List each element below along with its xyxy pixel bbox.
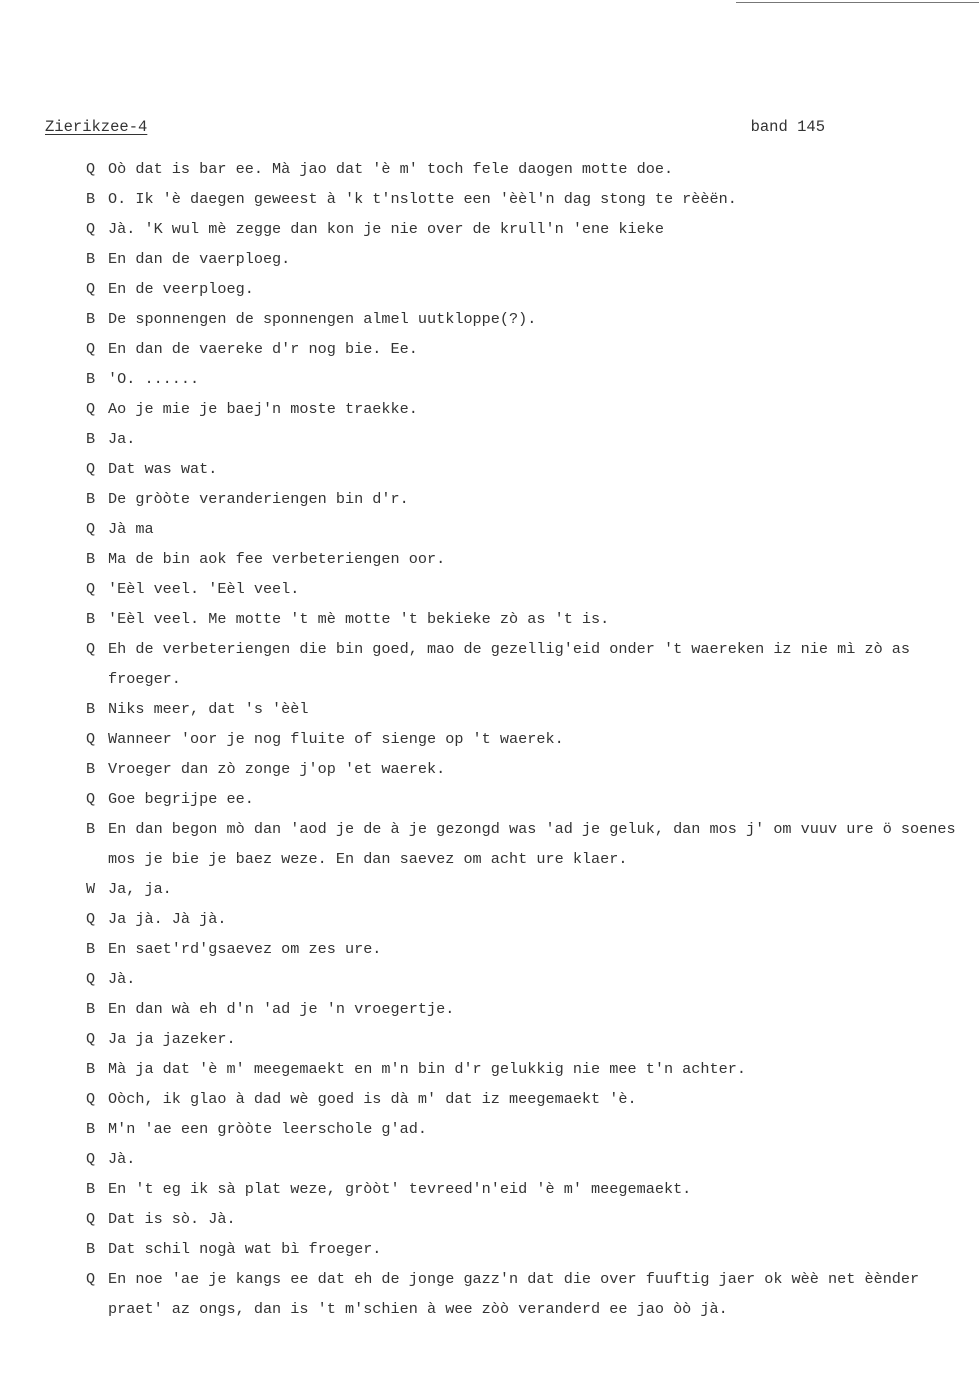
speaker-label: B xyxy=(86,1120,96,1138)
speaker-label: B xyxy=(86,370,96,388)
transcript-line xyxy=(86,514,971,544)
utterance-text: Vroeger dan zò zonge j'op 'et waerek. xyxy=(108,760,446,778)
utterance-text: Ja jà. Jà jà. xyxy=(108,910,227,928)
transcript-line xyxy=(86,1174,971,1204)
speaker-label: Q xyxy=(86,730,96,748)
speaker-label: B xyxy=(86,1060,96,1078)
transcript-line xyxy=(86,874,971,904)
utterance-text: Ja. xyxy=(108,430,136,448)
transcript-line xyxy=(86,634,971,694)
speaker-label: Q xyxy=(86,340,96,358)
speaker-label: Q xyxy=(86,1090,96,1108)
speaker-label: Q xyxy=(86,520,96,538)
speaker-label: B xyxy=(86,430,96,448)
speaker-label: Q xyxy=(86,1030,96,1048)
transcript-line xyxy=(86,154,971,184)
speaker-label: B xyxy=(86,190,96,208)
transcript-line xyxy=(86,274,971,304)
speaker-label: Q xyxy=(86,400,96,418)
utterance-text: 'Eèl veel. 'Eèl veel. xyxy=(108,580,300,598)
utterance-text: De sponnengen de sponnengen almel uutkloppe(?). xyxy=(108,310,537,328)
utterance-text: En dan wà eh d'n 'ad je 'n vroegertje. xyxy=(108,1000,455,1018)
speaker-label: B xyxy=(86,940,96,958)
utterance-text: En de veerploeg. xyxy=(108,280,254,298)
utterance-text: Jà. xyxy=(108,970,136,988)
speaker-label: Q xyxy=(86,640,96,658)
transcript-line xyxy=(86,1234,971,1264)
transcript-line xyxy=(86,1054,971,1084)
speaker-label: Q xyxy=(86,1150,96,1168)
utterance-text: M'n 'ae een gròòte leerschole g'ad. xyxy=(108,1120,427,1138)
transcript-line xyxy=(86,1024,971,1054)
utterance-text: Eh de verbeteriengen die bin goed, mao de gezellig'eid onder 't waereken iz nie mì zò as froeger. xyxy=(108,640,911,688)
top-edge-rule xyxy=(736,2,979,3)
transcript-line xyxy=(86,574,971,604)
utterance-text: Ao je mie je baej'n moste traekke. xyxy=(108,400,418,418)
utterance-text: 'Eèl veel. Me motte 't mè motte 't bekieke zò as 't is. xyxy=(108,610,610,628)
transcript-line xyxy=(86,754,971,784)
transcript-line xyxy=(86,1144,971,1174)
transcript-line xyxy=(86,1084,971,1114)
speaker-label: B xyxy=(86,1240,96,1258)
transcript-line xyxy=(86,184,971,214)
transcript-line xyxy=(86,454,971,484)
speaker-label: B xyxy=(86,550,96,568)
transcript-line xyxy=(86,304,971,334)
transcript-line xyxy=(86,994,971,1024)
transcript-line xyxy=(86,904,971,934)
utterance-text: Dat schil nogà wat bì froeger. xyxy=(108,1240,382,1258)
transcript-line xyxy=(86,424,971,454)
speaker-label: B xyxy=(86,310,96,328)
speaker-label: W xyxy=(86,880,96,898)
utterance-text: Ja, ja. xyxy=(108,880,172,898)
utterance-text: Wanneer 'oor je nog fluite of sienge op 't waerek. xyxy=(108,730,564,748)
transcript-line xyxy=(86,484,971,514)
transcript-line xyxy=(86,604,971,634)
utterance-text: En dan begon mò dan 'aod je de à je gezongd was 'ad je geluk, dan mos j' om vuuv ure ö soenes mos je bie je baez weze. En dan saevez om acht ure klaer. xyxy=(108,820,956,868)
utterance-text: O. Ik 'è daegen geweest à 'k t'nslotte een 'èèl'n dag stong te rèèën. xyxy=(108,190,737,208)
utterance-text: Ma de bin aok fee verbeteriengen oor. xyxy=(108,550,446,568)
speaker-label: Q xyxy=(86,1270,96,1288)
utterance-text: Niks meer, dat 's 'èèl xyxy=(108,700,309,718)
utterance-text: En 't eg ik sà plat weze, gròòt' tevreed'n'eid 'è m' meegemaekt. xyxy=(108,1180,692,1198)
speaker-label: Q xyxy=(86,790,96,808)
page-header xyxy=(45,118,825,140)
transcript-line xyxy=(86,1114,971,1144)
utterance-text: Ja ja jazeker. xyxy=(108,1030,236,1048)
utterance-text: 'O. ...... xyxy=(108,370,200,388)
utterance-text: En dan de vaereke d'r nog bie. Ee. xyxy=(108,340,418,358)
transcript-line xyxy=(86,814,971,874)
speaker-label: B xyxy=(86,760,96,778)
speaker-label: Q xyxy=(86,220,96,238)
utterance-text: Dat is sò. Jà. xyxy=(108,1210,236,1228)
utterance-text: En dan de vaerploeg. xyxy=(108,250,291,268)
transcript-line xyxy=(86,724,971,754)
transcript-line xyxy=(86,1264,971,1324)
transcript-line xyxy=(86,1204,971,1234)
speaker-label: B xyxy=(86,700,96,718)
transcript-line xyxy=(86,244,971,274)
document-title: Zierikzee-4 xyxy=(45,118,148,136)
speaker-label: B xyxy=(86,490,96,508)
utterance-text: Jà ma xyxy=(108,520,154,538)
transcript-line xyxy=(86,694,971,724)
utterance-text: Jà. xyxy=(108,1150,136,1168)
transcript-body xyxy=(86,154,971,1324)
speaker-label: Q xyxy=(86,460,96,478)
utterance-text: En noe 'ae je kangs ee dat eh de jonge gazz'n dat die over fuuftig jaer ok wèè net èènder praet' az ongs, dan is 't m'schien à wee zòò veranderd ee jao òò jà. xyxy=(108,1270,920,1318)
speaker-label: B xyxy=(86,1000,96,1018)
transcript-line xyxy=(86,544,971,574)
transcript-line xyxy=(86,784,971,814)
utterance-text: Goe begrijpe ee. xyxy=(108,790,254,808)
speaker-label: Q xyxy=(86,580,96,598)
speaker-label: Q xyxy=(86,970,96,988)
speaker-label: Q xyxy=(86,280,96,298)
speaker-label: B xyxy=(86,1180,96,1198)
speaker-label: B xyxy=(86,250,96,268)
transcript-line xyxy=(86,214,971,244)
transcript-line xyxy=(86,394,971,424)
utterance-text: Dat was wat. xyxy=(108,460,218,478)
speaker-label: B xyxy=(86,820,96,838)
transcript-line xyxy=(86,964,971,994)
speaker-label: Q xyxy=(86,160,96,178)
utterance-text: Oò dat is bar ee. Mà jao dat 'è m' toch fele daogen motte doe. xyxy=(108,160,674,178)
speaker-label: Q xyxy=(86,1210,96,1228)
utterance-text: Oòch, ik glao à dad wè goed is dà m' dat iz meegemaekt 'è. xyxy=(108,1090,637,1108)
utterance-text: Jà. 'K wul mè zegge dan kon je nie over de krull'n 'ene kieke xyxy=(108,220,664,238)
speaker-label: Q xyxy=(86,910,96,928)
utterance-text: De gròòte veranderiengen bin d'r. xyxy=(108,490,409,508)
transcript-line xyxy=(86,364,971,394)
utterance-text: En saet'rd'gsaevez om zes ure. xyxy=(108,940,382,958)
speaker-label: B xyxy=(86,610,96,628)
band-number: band 145 xyxy=(750,118,825,136)
utterance-text: Mà ja dat 'è m' meegemaekt en m'n bin d'r gelukkig nie mee t'n achter. xyxy=(108,1060,746,1078)
transcript-line xyxy=(86,334,971,364)
transcript-line xyxy=(86,934,971,964)
